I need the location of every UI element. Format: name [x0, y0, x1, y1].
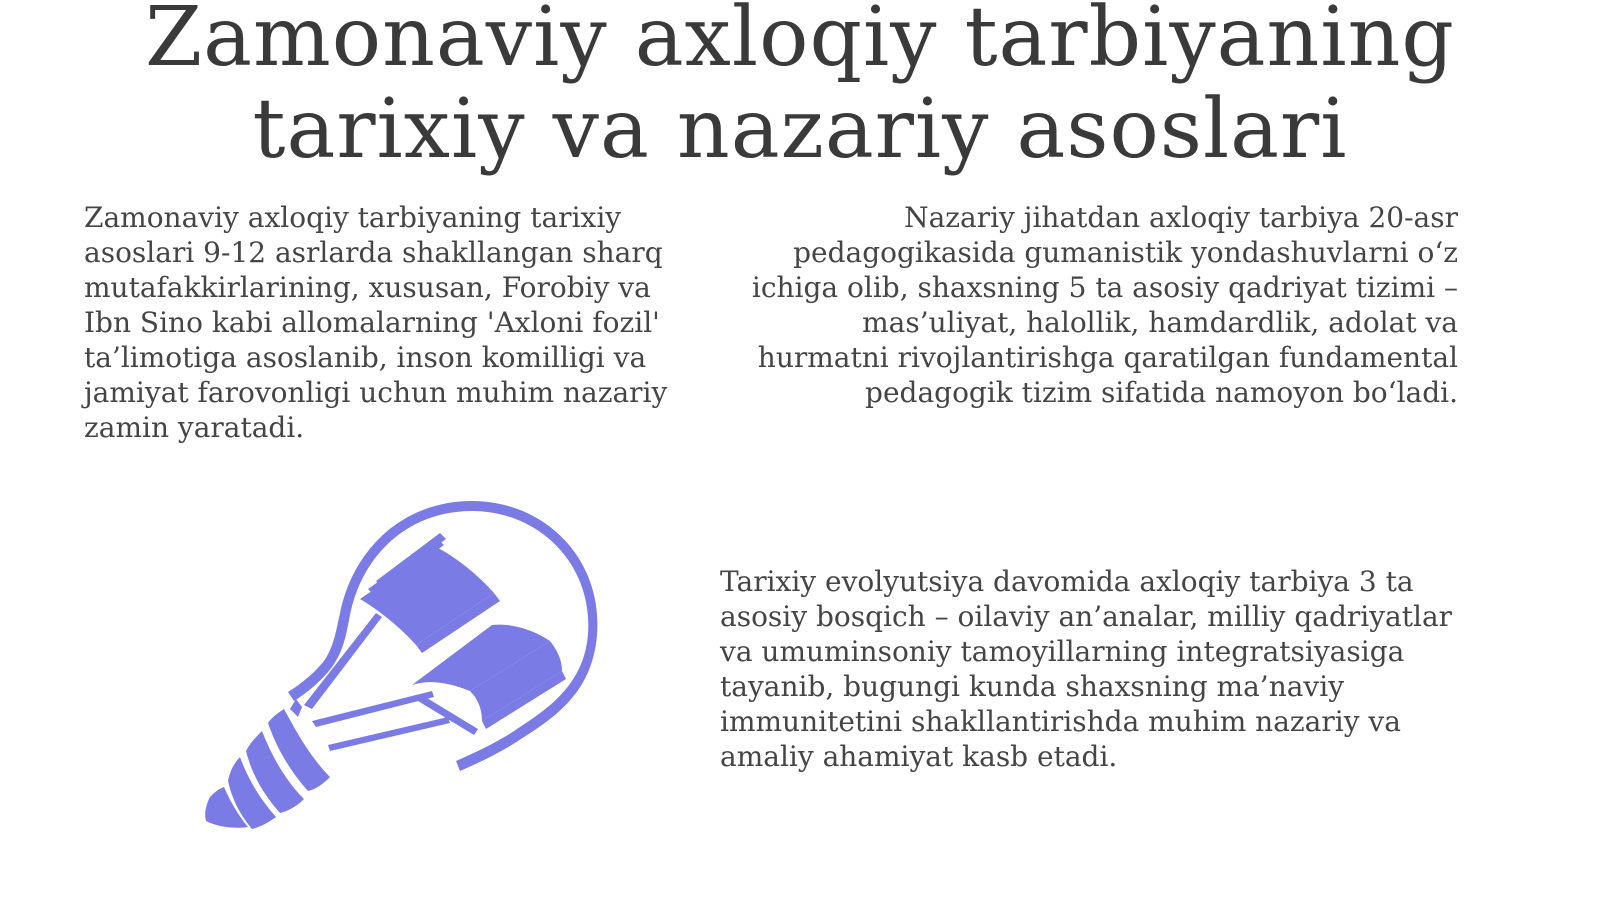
paragraph-historical-foundations: Zamonaviy axloqiy tarbiyaning tarixiy asoslari 9-12 asrlarda shakllangan sharq mutafakkirlarining, xususan, Forobiy va Ibn Sino kabi allomalarning 'Axloni fozil' ta’limotiga asoslanib, inson komilligi va jamiyat farovonligi uchun muhim nazariy zamin yaratadi. — [84, 201, 668, 444]
paragraph-historical-evolution: Tarixiy evolyutsiya davomida axloqiy tarbiya 3 ta asosiy bosqich – oilaviy an’analar, milliy qadriyatlar va umuminsoniy tamoyillarning integratsiyasiga tayanib, bugungi kunda shaxsning ma’naviy immunitetini shakllantirishda muhim nazariy va amaliy ahamiyat kasb etadi. — [720, 565, 1453, 773]
lightbulb-with-books-icon — [200, 495, 610, 835]
title-line-2: tarixiy va nazariy asoslari — [252, 82, 1348, 177]
paragraph-theoretical-foundations: Nazariy jihatdan axloqiy tarbiya 20-asr pedagogikasida gumanistik yondashuvlarni o‘z ichiga olib, shaxsning 5 ta asosiy qadriyat tizimi – mas’uliyat, halollik, hamdardlik, adolat va hurmatni rivojlantirishga qaratilgan fundamental pedagogik tizim sifatida namoyon bo‘ladi. — [751, 201, 1458, 409]
lightbulb-books-illustration — [200, 495, 610, 835]
title-line-1: Zamonaviy axloqiy tarbiyaning — [145, 0, 1455, 85]
page-title — [0, 0, 1600, 176]
